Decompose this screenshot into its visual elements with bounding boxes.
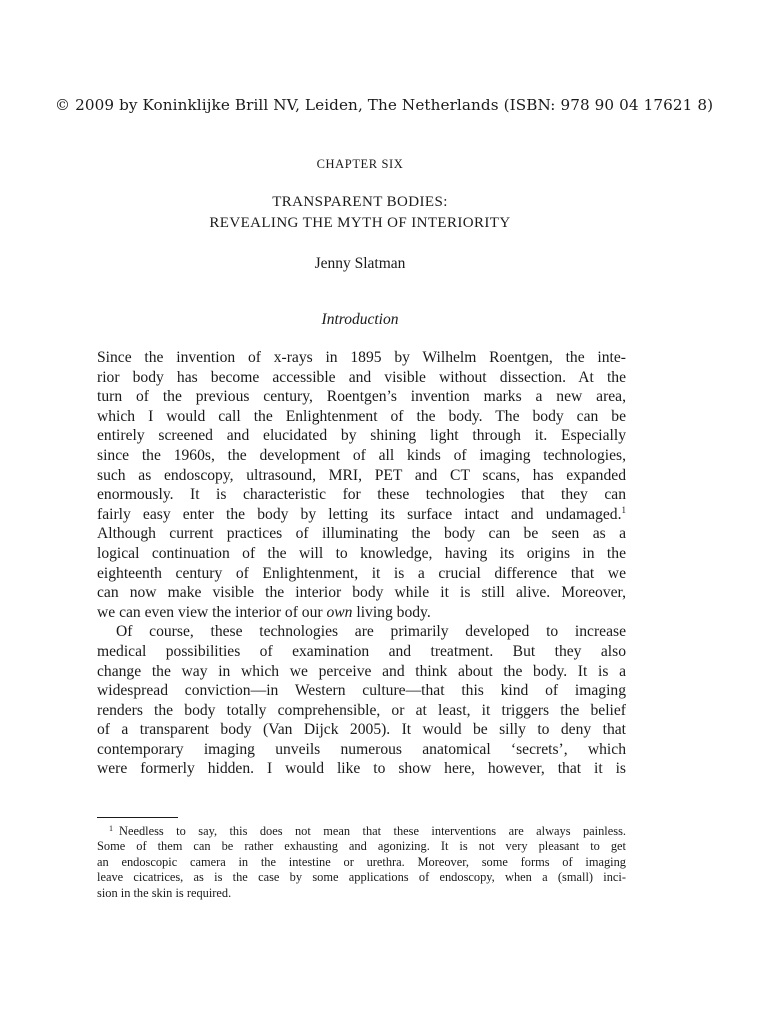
- text-line: contemporary imaging unveils numerous anatomical ‘secrets’, which: [97, 740, 626, 758]
- body-text: [97, 348, 626, 779]
- chapter-title-line-1: TRANSPARENT BODIES:: [272, 194, 448, 210]
- text-line-last: [97, 603, 626, 623]
- text-line: rior body has become accessible and visible without dissection. At the: [97, 368, 626, 386]
- text-line: enormously. It is characteristic for these technologies that they can: [97, 486, 626, 504]
- text-line: widespread conviction—in Western culture—that this kind of imaging: [97, 682, 626, 700]
- text-line: such as endoscopy, ultrasound, MRI, PET and CT scans, has expanded: [97, 466, 626, 484]
- chapter-author: Jenny Slatman: [314, 255, 406, 272]
- footnote-1-line: leave cicatrices, as is the case by some applications of endoscopy, when a (small) inci-: [97, 870, 626, 885]
- paragraph-2: [97, 622, 626, 779]
- copyright-notice: © 2009 by Koninklijke Brill NV, Leiden, The Netherlands (ISBN: 978 90 04 17621 8): [54, 96, 714, 114]
- footnote-1-line: an endoscopic camera in the intestine or urethra. Moreover, some forms of imaging: [97, 854, 626, 869]
- footnote-text: Needless to say, this does not mean that these interventions are always painless.: [119, 824, 626, 838]
- chapter-label: CHAPTER SIX: [316, 157, 404, 171]
- footnote-reference-1[interactable]: 1: [621, 504, 626, 515]
- footnote-separator: [97, 817, 178, 818]
- footnote-1-line: [97, 824, 626, 839]
- footnote-marker-1: 1: [109, 824, 113, 833]
- text-line: logical continuation of the will to knowledge, having its origins in the: [97, 544, 626, 562]
- chapter-title: [0, 192, 720, 234]
- paragraph-1: [97, 348, 626, 622]
- text-line: can now make visible the interior body while it is still alive. Moreover,: [97, 584, 626, 602]
- text-line: since the 1960s, the development of all kinds of imaging technologies,: [97, 446, 626, 464]
- emphasis-own: own: [326, 603, 353, 621]
- text-line: renders the body totally comprehensible, or at least, it triggers the belief: [97, 701, 626, 719]
- text-segment: we can even view the interior of our: [97, 603, 327, 621]
- text-line: turn of the previous century, Roentgen’s invention marks a new area,: [97, 388, 626, 406]
- footnote-1-line: sion in the skin is required.: [97, 885, 232, 900]
- text-line: Of course, these technologies are primarily developed to increase: [116, 623, 626, 641]
- text-line: change the way in which we perceive and think about the body. It is a: [97, 662, 626, 680]
- text-line: which I would call the Enlightenment of the body. The body can be: [97, 407, 626, 425]
- text-segment: living body.: [352, 603, 431, 621]
- text-line: eighteenth century of Enlightenment, it is a crucial difference that we: [97, 564, 626, 582]
- text-line-content: fairly easy enter the body by letting its surface intact and undamaged.: [97, 505, 622, 523]
- text-line: Since the invention of x-rays in 1895 by Wilhelm Roentgen, the inte-: [97, 349, 626, 366]
- footnotes: [97, 824, 626, 901]
- text-line-with-footnote: [97, 505, 626, 525]
- text-line: Although current practices of illuminating the body can be seen as a: [97, 525, 626, 543]
- text-line: medical possibilities of examination and treatment. But they also: [97, 642, 626, 660]
- footnote-1-line: Some of them can be rather exhausting and agonizing. It is not very pleasant to get: [97, 839, 626, 854]
- text-line: of a transparent body (Van Dijck 2005). It would be silly to deny that: [97, 721, 626, 739]
- text-line: were formerly hidden. I would like to show here, however, that it is: [97, 760, 626, 778]
- chapter-title-line-2: REVEALING THE MYTH OF INTERIORITY: [209, 215, 511, 231]
- section-heading-introduction: Introduction: [321, 311, 399, 328]
- text-line: entirely screened and elucidated by shining light through it. Especially: [97, 427, 626, 445]
